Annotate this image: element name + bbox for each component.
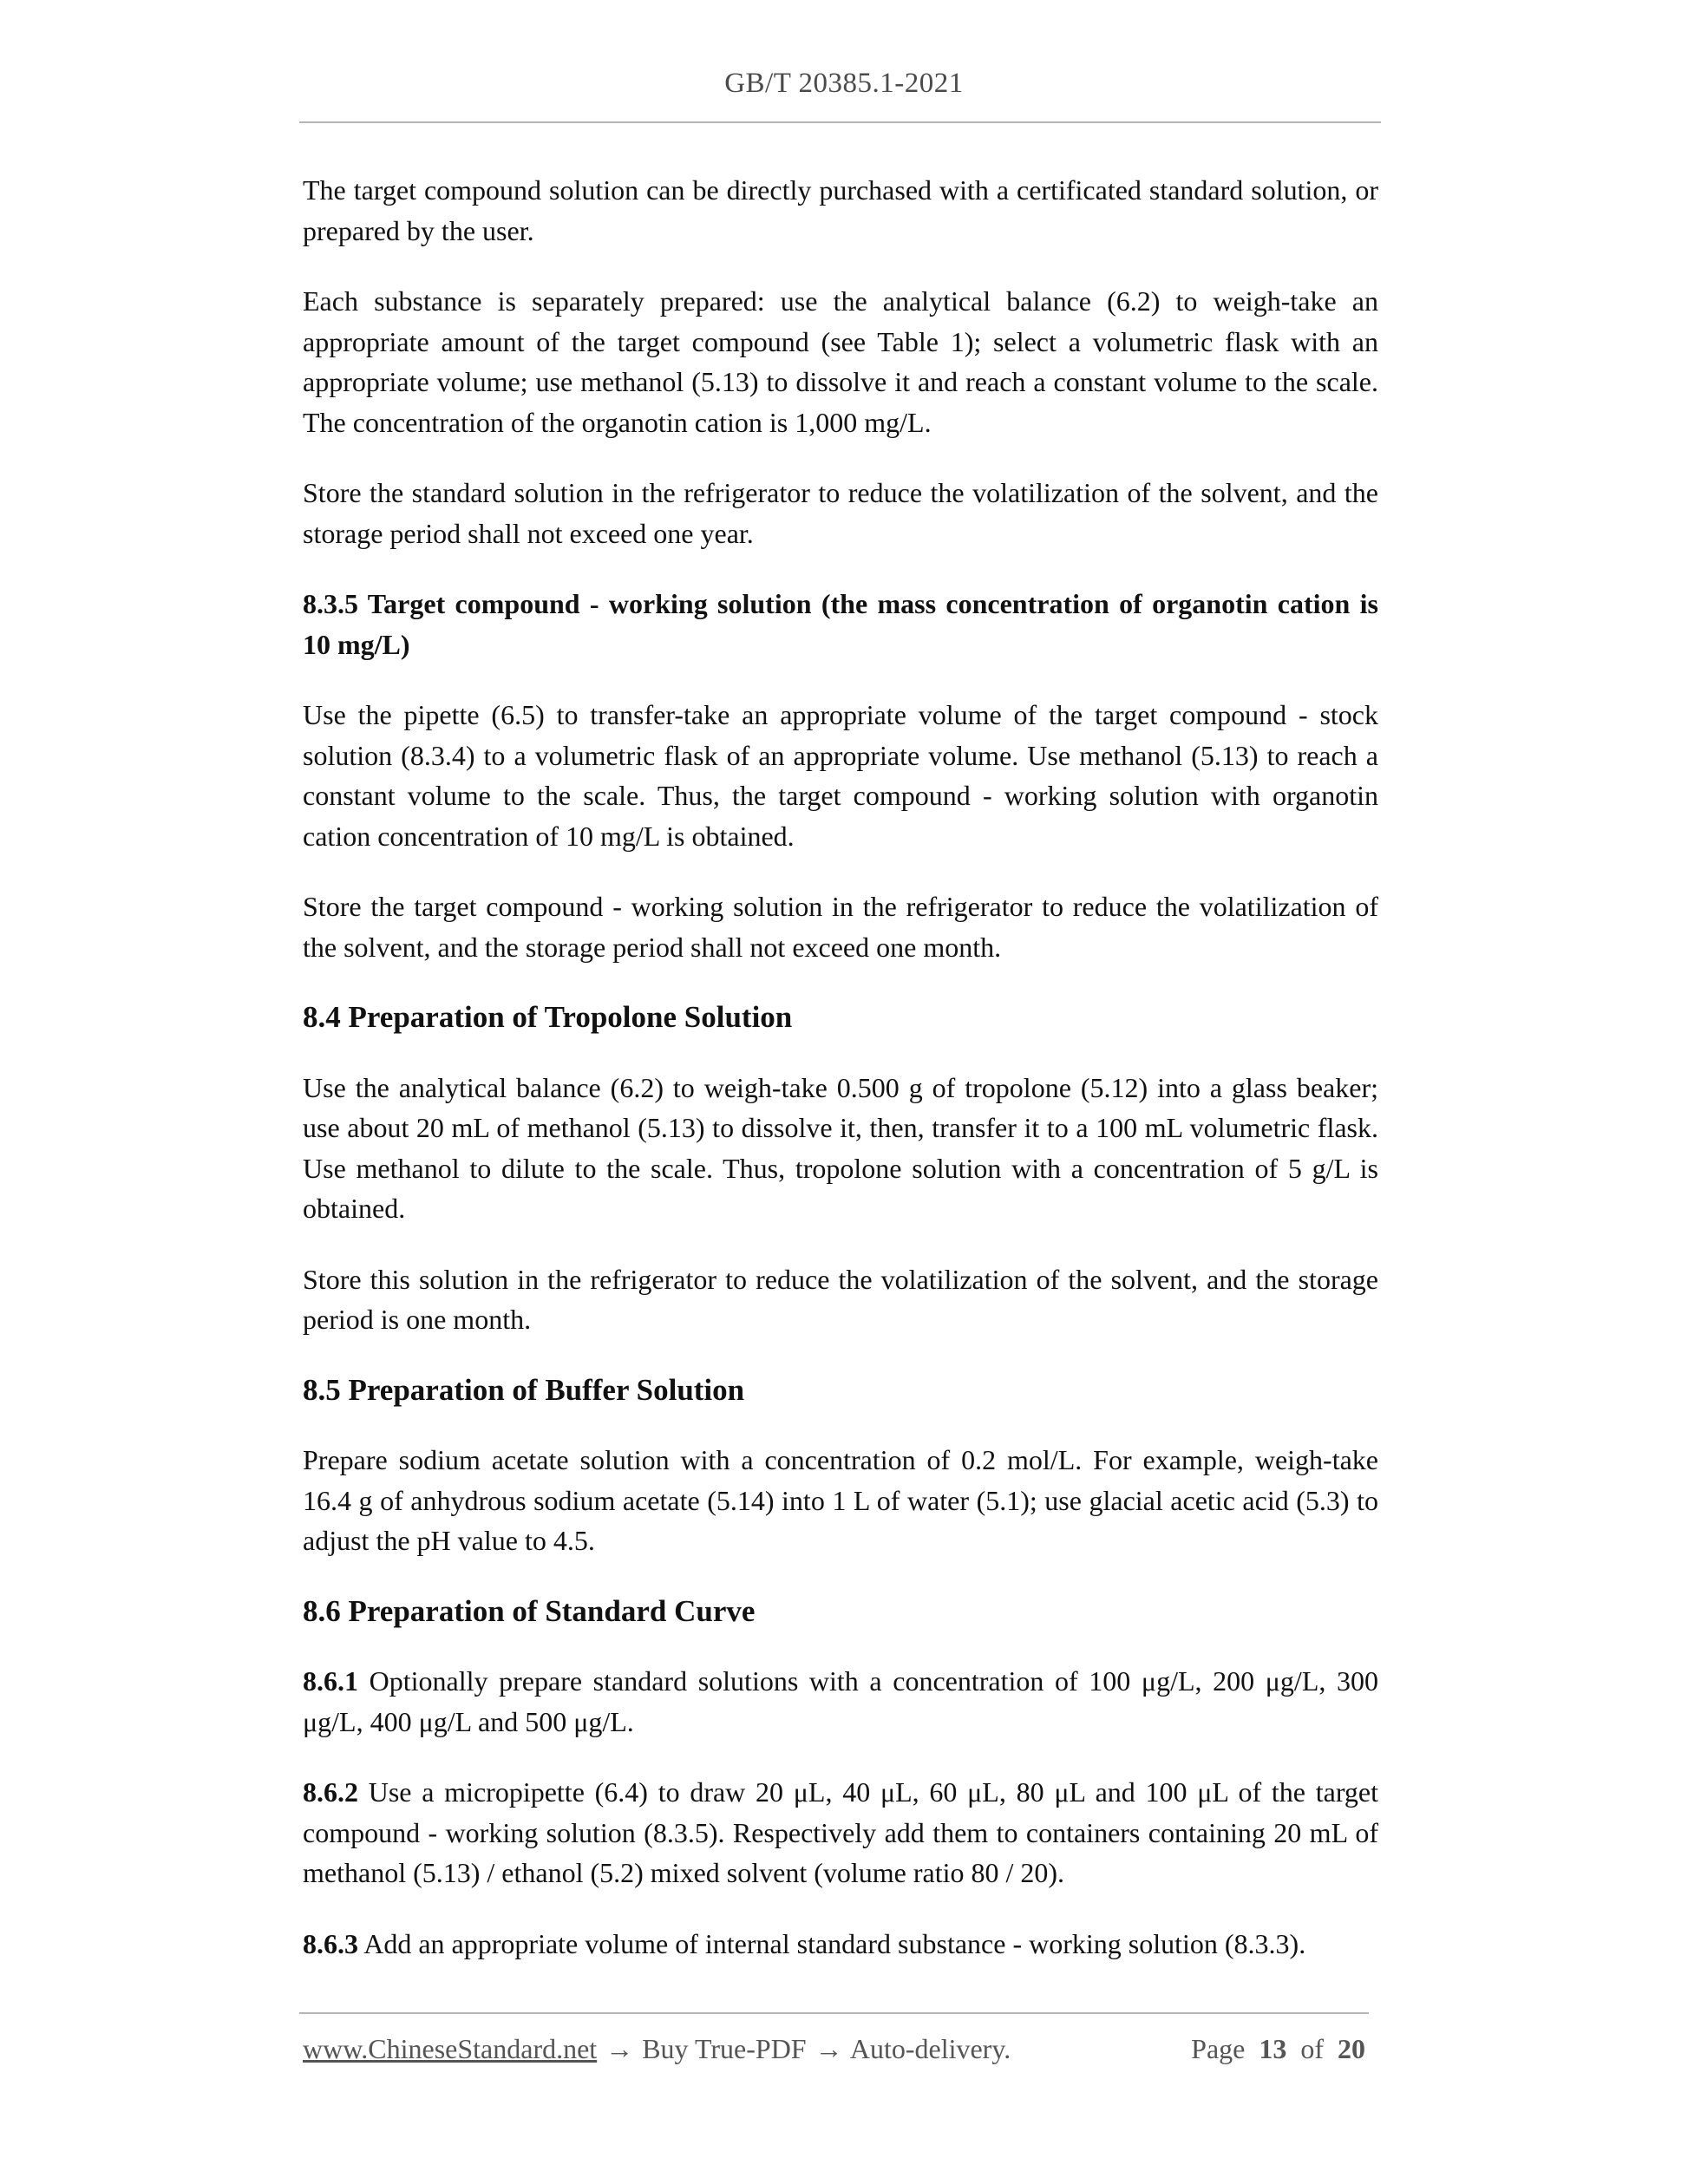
clause-number: 8.6.3: [303, 1927, 358, 1959]
page-number: [1191, 2033, 1365, 2065]
total-pages: 20: [1338, 2033, 1365, 2064]
section-heading-8-6: 8.6 Preparation of Standard Curve: [303, 1593, 756, 1628]
paragraph: Use the pipette (6.5) to transfer-take an appropriate volume of the target compound - stock solution (8.3.4) to a volumetric flask of an appropriate volume. Use methanol (5.13) to reach a constant volume to the scale. Thus, the target compound - working solution with organotin cation concentration of 10 mg/L is obtained.: [303, 699, 1378, 852]
clause-8-6-3: [303, 1924, 1378, 1965]
clause-text: Add an appropriate volume of internal standard substance - working solution (8.3.3).: [358, 1927, 1306, 1959]
paragraph: Store this solution in the refrigerator to reduce the volatilization of the solvent, and the storage period is one month.: [303, 1263, 1378, 1335]
paragraph: Store the standard solution in the refrigerator to reduce the volatilization of the solvent, and the storage period shall not exceed one year.: [303, 477, 1378, 549]
section-heading-8-5: 8.5 Preparation of Buffer Solution: [303, 1372, 745, 1407]
footer-divider: [299, 2012, 1369, 2014]
paragraph: Use the analytical balance (6.2) to weigh-take 0.500 g of tropolone (5.12) into a glass beaker; use about 20 mL of methanol (5.13) to dissolve it, then, transfer it to a 100 mL volumetric flask. Use methanol to dilute to the scale. Thus, tropolone solution with a concentration of 5 g/L is obtained.: [303, 1071, 1378, 1224]
clause-number: 8.6.1: [303, 1665, 358, 1697]
arrow-right-icon: →: [605, 2033, 634, 2064]
auto-delivery-text: Auto-delivery.: [849, 2033, 1011, 2064]
paragraph: Each substance is separately prepared: use the analytical balance (6.2) to weigh-take an appropriate amount of the target compound (see Table 1); select a volumetric flask with an appropriate volume; use methanol (5.13) to dissolve it and reach a constant volume to the scale. The concentration of the organotin cation is 1,000 mg/L.: [303, 285, 1378, 438]
paragraph: Prepare sodium acetate solution with a concentration of 0.2 mol/L. For example, weigh-take 16.4 g of anhydrous sodium acetate (5.14) into 1 L of water (5.1); use glacial acetic acid (5.3) to adjust the pH value to 4.5.: [303, 1444, 1378, 1556]
arrow-right-icon: →: [815, 2033, 843, 2064]
page-header: GB/T 20385.1-2021: [724, 68, 964, 99]
current-page: 13: [1259, 2033, 1287, 2064]
paragraph: Store the target compound - working solution in the refrigerator to reduce the volatilization of the solvent, and the storage period shall not exceed one month.: [303, 891, 1378, 963]
header-divider: [299, 121, 1381, 123]
clause-text: Optionally prepare standard solutions with a concentration of 100 μg/L, 200 μg/L, 300 μg/L, 400 μg/L and 500 μg/L.: [303, 1665, 1378, 1737]
clause-text: Use a micropipette (6.4) to draw 20 μL, 40 μL, 60 μL, 80 μL and 100 μL of the target compound - working solution (8.3.5). Respectively add them to containers containing 20 mL of methanol (5.13) / ethanol (5.2) mixed solvent (volume ratio 80 / 20).: [303, 1776, 1379, 1888]
document-body: [303, 170, 1378, 1994]
buy-pdf-text: Buy True-PDF: [642, 2033, 807, 2064]
paragraph: The target compound solution can be directly purchased with a certificated standard solution, or prepared by the user.: [303, 174, 1378, 246]
of-label: of: [1300, 2033, 1324, 2064]
section-heading-8-4: 8.4 Preparation of Tropolone Solution: [303, 1000, 793, 1034]
page-label: Page: [1191, 2033, 1246, 2064]
clause-8-6-1: [303, 1661, 1378, 1742]
page-footer: [303, 2033, 1365, 2065]
clause-8-6-2: [303, 1772, 1378, 1893]
clause-number: 8.6.2: [303, 1776, 358, 1808]
subsection-heading-8-3-5: 8.3.5 Target compound - working solution (the mass concentration of organotin cation is 10 mg/L): [303, 588, 1378, 660]
site-link[interactable]: www.ChineseStandard.net: [303, 2033, 598, 2064]
